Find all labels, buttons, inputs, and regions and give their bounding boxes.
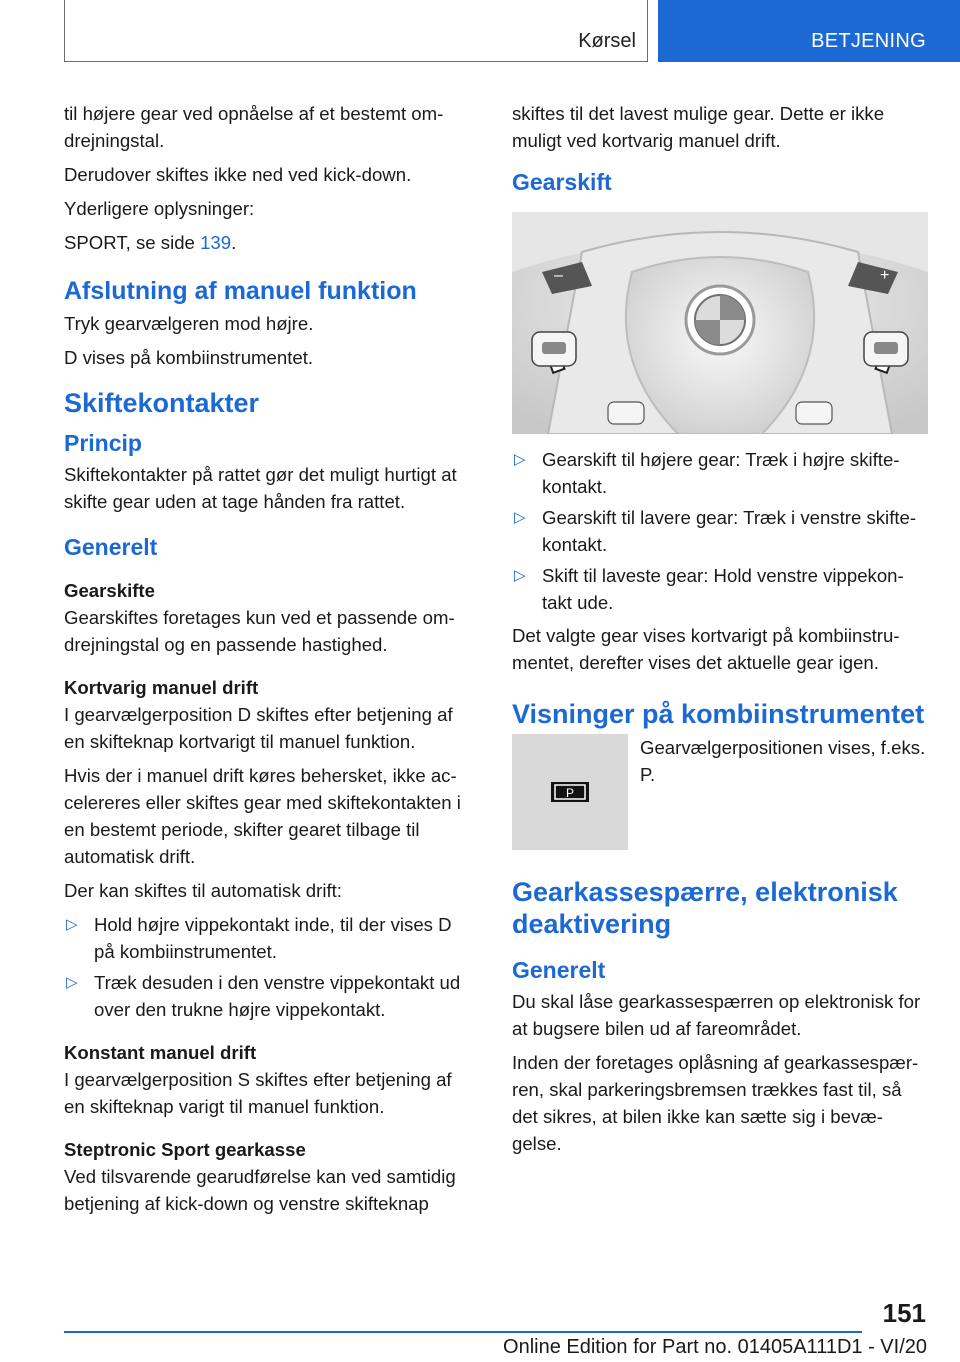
paragraph: til højere gear ved opnåelse af et bestemt om-drejningstal. xyxy=(64,103,444,151)
list-item xyxy=(512,504,928,558)
paragraph xyxy=(64,229,476,256)
list-item-text: Gearskift til lavere gear: Træk i venstre skifte-kontakt. xyxy=(542,507,917,555)
list-item xyxy=(512,562,928,616)
list-item-text: Skift til laveste gear: Hold venstre vippekon-takt ude. xyxy=(542,565,904,613)
paragraph-end: . xyxy=(231,232,237,253)
gear-p-label: P xyxy=(565,786,575,800)
triangle-right-icon: ▷ xyxy=(66,974,78,991)
heading-generelt: Generelt xyxy=(512,957,606,983)
paragraph: Tryk gearvælgeren mod højre. xyxy=(64,313,314,334)
triangle-right-icon: ▷ xyxy=(514,567,526,584)
list-item xyxy=(64,969,476,1023)
paragraph: I gearvælgerposition S skiftes efter betjening af en skifteknap varigt til manuel funktion. xyxy=(64,1069,452,1117)
subheading-steptronic: Steptronic Sport gearkasse xyxy=(64,1139,306,1160)
subheading-gearskifte: Gearskifte xyxy=(64,580,155,601)
paragraph: Yderligere oplysninger: xyxy=(64,198,255,219)
header-frame xyxy=(64,0,648,62)
right-column xyxy=(512,100,928,1164)
paragraph: Det valgte gear vises kortvarigt på kombiinstru-mentet, derefter vises det aktuelle gear igen. xyxy=(512,625,900,673)
paragraph-text: SPORT, se side xyxy=(64,232,201,253)
heading-gearkassespaerre: Gearkassespærre, elektronisk deaktivering xyxy=(512,877,898,939)
list-item xyxy=(64,911,476,965)
triangle-right-icon: ▷ xyxy=(514,451,526,468)
paragraph: Derudover skiftes ikke ned ved kick-down. xyxy=(64,164,412,185)
paragraph: I gearvælgerposition D skiftes efter betjening af en skifteknap kortvarigt til manuel funktion. xyxy=(64,704,453,752)
subheading-kortvarig: Kortvarig manuel drift xyxy=(64,677,259,698)
minus-label: – xyxy=(554,267,563,284)
section-tab xyxy=(658,0,960,62)
paragraph: Skiftekontakter på rattet gør det muligt hurtigt at skifte gear uden at tage hånden fra rattet. xyxy=(64,464,457,512)
paragraph: Gearvælgerpositionen vises, f.eks. P. xyxy=(640,737,926,785)
heading-afslutning: Afslutning af manuel funktion xyxy=(64,277,417,305)
paragraph: Du skal låse gearkassespærren op elektronisk for at bugsere bilen ud af fareområdet. xyxy=(512,991,921,1039)
bullet-list xyxy=(64,911,476,1023)
paragraph: Inden der foretages oplåsning af gearkassespær-ren, skal parkeringsbremsen trækkes fast til, så det sikres, at bilen ikke kan sætte sig i bevæ-gelse. xyxy=(512,1052,919,1154)
triangle-right-icon: ▷ xyxy=(514,509,526,526)
subheading-konstant: Konstant manuel drift xyxy=(64,1042,257,1063)
cluster-display-image xyxy=(512,734,628,850)
paragraph: Ved tilsvarende gearudførelse kan ved samtidig betjening af kick-down og venstre skifteknap xyxy=(64,1166,456,1214)
list-item-text: Hold højre vippekontakt inde, til der vises D på kombiinstrumentet. xyxy=(94,914,452,962)
list-item-text: Gearskift til højere gear: Træk i højre skifte-kontakt. xyxy=(542,449,900,497)
triangle-right-icon: ▷ xyxy=(66,916,78,933)
paragraph: Gearskiftes foretages kun ved et passende om-drejningstal og en passende hastighed. xyxy=(64,607,455,655)
paragraph: Der kan skiftes til automatisk drift: xyxy=(64,880,342,901)
heading-generelt: Generelt xyxy=(64,534,158,560)
plus-label: + xyxy=(880,267,890,284)
gear-indicator-illustration xyxy=(512,734,628,850)
paragraph: Hvis der i manuel drift køres behersket, ikke ac-celereres eller skiftes gear med skiftekontakten i en bestemt periode, skifter gearet tilbage til automatisk drift. xyxy=(64,765,461,867)
display-indicator-row xyxy=(512,734,928,850)
bullet-list xyxy=(512,446,928,616)
chapter-title: Kørsel xyxy=(578,30,636,52)
list-item xyxy=(512,446,928,500)
heading-gearskift: Gearskift xyxy=(512,169,612,195)
heading-princip: Princip xyxy=(64,430,142,456)
footer-divider xyxy=(64,1331,862,1333)
footer-edition: Online Edition for Part no. 01405A111D1 - VI/20 xyxy=(503,1336,927,1358)
list-item-text: Træk desuden i den venstre vippekontakt ud over den trukne højre vippekontakt. xyxy=(94,972,461,1020)
page-number: 151 xyxy=(882,1298,926,1328)
paragraph: skiftes til det lavest mulige gear. Dette er ikke muligt ved kortvarig manuel drift. xyxy=(512,103,885,151)
heading-visninger: Visninger på kombiinstrumentet xyxy=(512,699,925,729)
left-column xyxy=(64,100,476,1224)
steering-wheel-illustration xyxy=(512,212,928,434)
section-title: BETJENING xyxy=(811,30,926,52)
page-reference-link[interactable]: 139 xyxy=(200,232,232,253)
steering-wheel-image xyxy=(512,212,928,434)
paragraph: D vises på kombiinstrumentet. xyxy=(64,347,314,368)
heading-skiftekontakter: Skiftekontakter xyxy=(64,388,260,418)
